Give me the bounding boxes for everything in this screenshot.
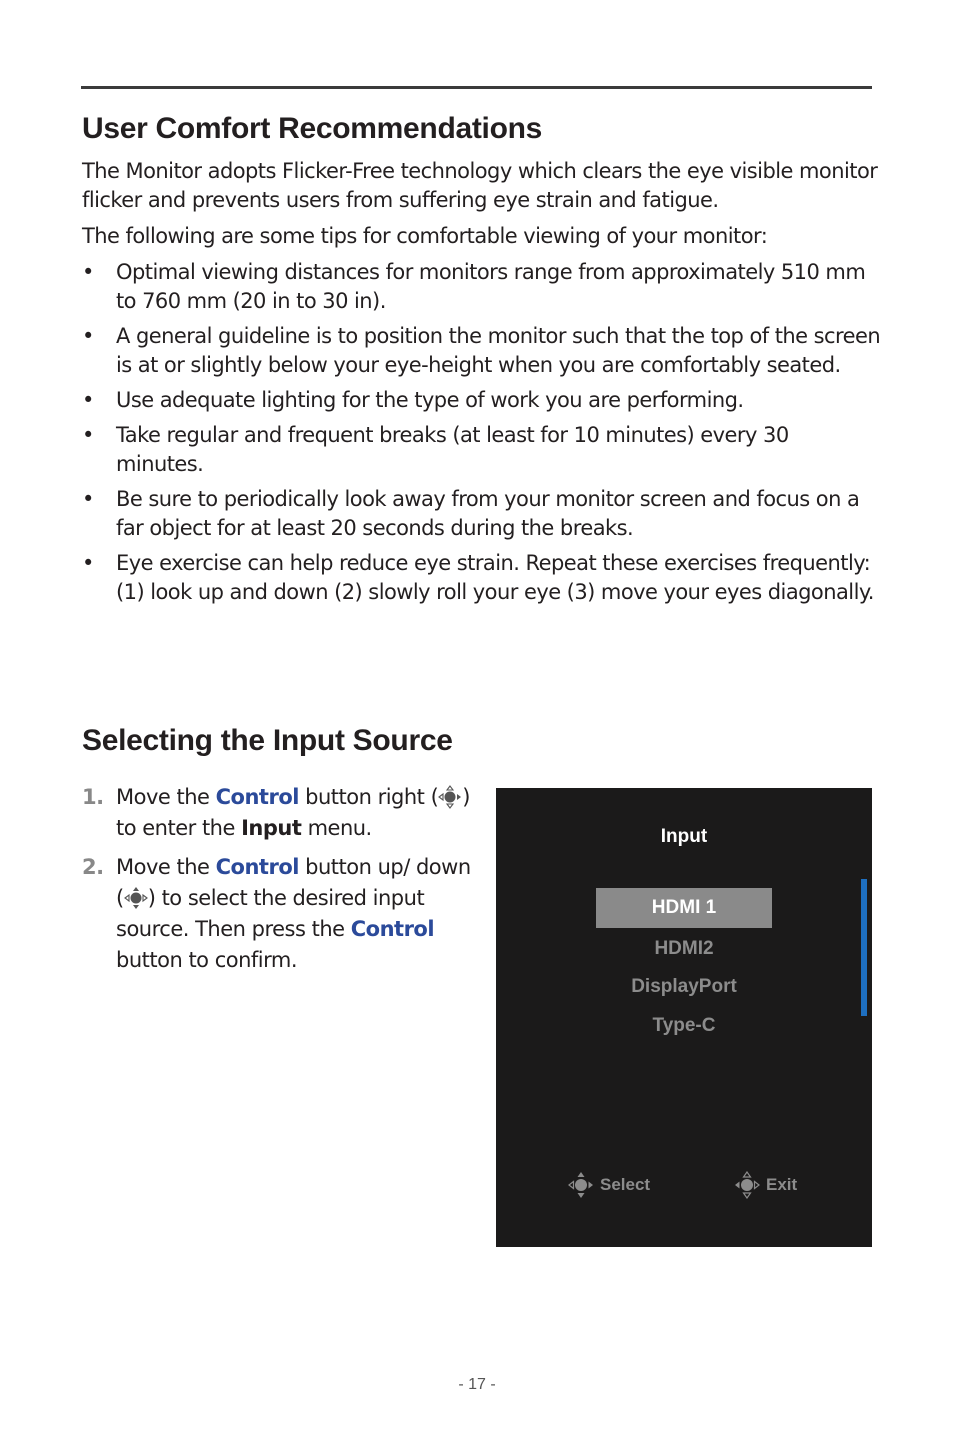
heading-user-comfort: User Comfort Recommendations [82, 112, 543, 145]
step-text: button right ( [298, 785, 439, 809]
step-1 [82, 782, 472, 844]
input-term: Input [241, 816, 302, 840]
control-term: Control [215, 855, 299, 879]
osd-item-hdmi2[interactable]: HDMI2 [654, 938, 714, 959]
osd-item-displayport[interactable]: DisplayPort [631, 976, 737, 997]
osd-item-type-c[interactable]: Type-C [652, 1015, 716, 1036]
tip-text: Eye exercise can help reduce eye strain. Repeat these exercises frequently: (1) look up and down (2) slowly roll your eye (3) move your eyes diagonally. [116, 551, 874, 604]
bullet: • [82, 324, 94, 348]
tip-item [82, 258, 882, 316]
heading-selecting-input: Selecting the Input Source [82, 724, 453, 757]
tip-item [82, 485, 882, 543]
tips-intro: The following are some tips for comfortable viewing of your monitor: [82, 224, 768, 248]
joystick-right-icon [438, 784, 462, 810]
step-text: ) to select the desired input source. Then press the [116, 886, 425, 941]
steps-list [82, 782, 472, 984]
tips-list [82, 258, 882, 613]
page-number: - 17 - [458, 1376, 496, 1393]
osd-scrollbar [861, 879, 867, 1016]
joystick-left-icon [734, 1171, 760, 1199]
select-label: Select [600, 1175, 651, 1194]
tip-text: Take regular and frequent breaks (at least for 10 minutes) every 30 minutes. [116, 423, 789, 476]
bullet: • [82, 388, 94, 412]
step-text: ) to enter the [116, 785, 470, 840]
tip-item [82, 421, 882, 479]
step-number: 2. [82, 855, 104, 879]
tip-item [82, 549, 882, 607]
control-term: Control [350, 917, 435, 941]
comfort-intro: The Monitor adopts Flicker-Free technology which clears the eye visible monitor flicker and prevents users from suffering eye strain and fatigue. [82, 159, 878, 212]
step-text: menu. [301, 816, 372, 840]
tip-item [82, 322, 882, 380]
step-text: Move the [116, 785, 216, 809]
tip-item [82, 386, 882, 415]
bullet: • [82, 260, 94, 284]
step-text: button to confirm. [116, 948, 298, 972]
osd-title: Input [660, 826, 708, 847]
joystick-updown-icon [568, 1171, 594, 1199]
step-text: button up/ down ( [116, 855, 471, 910]
top-rule [81, 86, 872, 89]
bullet: • [82, 423, 94, 447]
tip-text: Use adequate lighting for the type of work you are performing. [116, 388, 744, 412]
control-term: Control [215, 785, 299, 809]
step-number: 1. [82, 785, 104, 809]
osd-item-hdmi1[interactable]: HDMI 1 [596, 888, 772, 928]
exit-label: Exit [766, 1175, 798, 1194]
bullet: • [82, 551, 94, 575]
tip-text: Be sure to periodically look away from your monitor screen and focus on a far object for at least 20 seconds during the breaks. [116, 487, 860, 540]
osd-input-menu [496, 788, 872, 1247]
step-text: Move the [116, 855, 216, 879]
tip-text: Optimal viewing distances for monitors range from approximately 510 mm to 760 mm (20 in to 30 in). [116, 260, 866, 313]
tip-text: A general guideline is to position the monitor such that the top of the screen is at or slightly below your eye-height when you are comfortably seated. [116, 324, 881, 377]
joystick-updown-icon [124, 885, 148, 911]
osd-footer-select [568, 1171, 650, 1199]
step-2 [82, 852, 472, 976]
osd-footer-exit [734, 1171, 797, 1199]
bullet: • [82, 487, 94, 511]
